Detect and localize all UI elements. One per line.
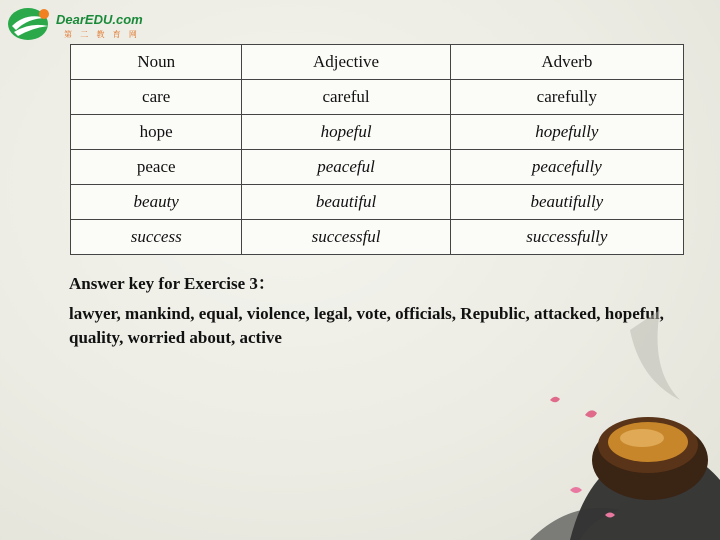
table-row [71, 185, 684, 220]
noun-cell: care [71, 80, 242, 115]
table-row [71, 220, 684, 255]
adjective-cell: beautiful [242, 185, 450, 220]
answer-key-body: lawyer, mankind, equal, violence, legal, vote, officials, Republic, attacked, hopeful, quality, worried about, active [69, 304, 664, 347]
adverb-cell: successfully [450, 220, 683, 255]
adjective-cell: careful [242, 80, 450, 115]
logo-subtitle: 第 二 教 育 网 [64, 30, 140, 39]
adverb-cell: peacefully [450, 150, 683, 185]
noun-cell: beauty [71, 185, 242, 220]
word-forms-table [70, 44, 684, 255]
table-row [71, 80, 684, 115]
header-adjective: Adjective [242, 45, 450, 80]
adverb-cell: carefully [450, 80, 683, 115]
logo-swoosh-icon [6, 4, 54, 44]
adjective-cell: hopeful [242, 115, 450, 150]
noun-cell: peace [71, 150, 242, 185]
answer-key-title: Answer key for Exercise 3： [69, 274, 275, 293]
noun-cell: hope [71, 115, 242, 150]
header-noun: Noun [71, 45, 242, 80]
adjective-cell: successful [242, 220, 450, 255]
tea-cup-decoration [530, 310, 720, 540]
site-logo[interactable] [6, 4, 146, 44]
table-row [71, 150, 684, 185]
adverb-cell: hopefully [450, 115, 683, 150]
header-adverb: Adverb [450, 45, 683, 80]
adjective-cell: peaceful [242, 150, 450, 185]
logo-name: DearEDU.com [56, 12, 143, 27]
adverb-cell: beautifully [450, 185, 683, 220]
noun-cell: success [71, 220, 242, 255]
table-row [71, 115, 684, 150]
table-header-row [71, 45, 684, 80]
